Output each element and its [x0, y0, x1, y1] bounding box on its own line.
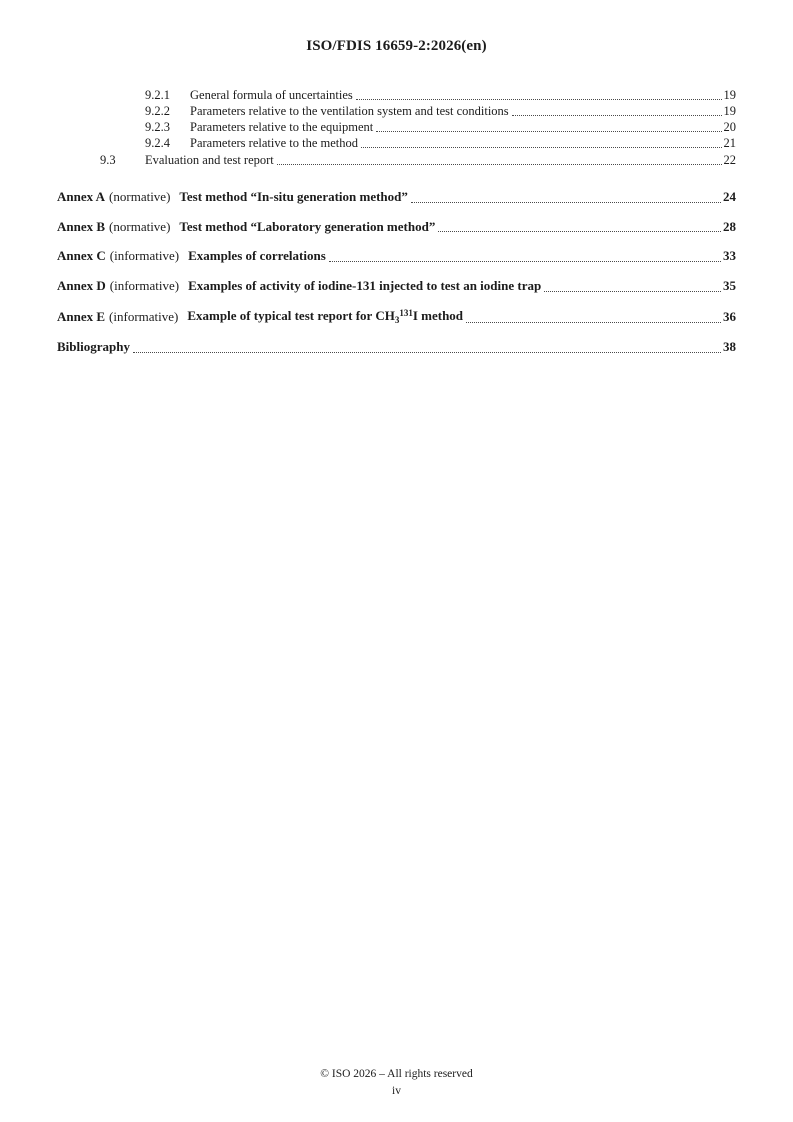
toc-entry-label: General formula of uncertainties	[190, 88, 353, 102]
toc-entry-number: 9.2.1	[145, 88, 170, 102]
dot-leader	[376, 131, 721, 132]
toc-entry-label: Test method “Laboratory generation method”	[179, 218, 436, 234]
toc-entry-number: 9.3	[100, 153, 116, 167]
chemical-subscript: 3	[394, 314, 400, 325]
dot-leader	[466, 322, 721, 323]
toc-entry-number: 9.2.3	[145, 120, 170, 134]
dot-leader	[411, 202, 721, 203]
annex-prefix: Annex C	[57, 248, 106, 264]
annex-prefix: Annex E	[57, 309, 106, 325]
dot-leader	[329, 261, 721, 262]
dot-leader	[544, 291, 721, 292]
toc-entry-page: 19	[723, 104, 736, 118]
toc-entry-label: Parameters relative to the equipment	[190, 120, 374, 134]
dot-leader	[133, 352, 721, 353]
toc-entry-page: 36	[723, 309, 736, 325]
toc-entry-9-2-4[interactable]	[57, 135, 736, 151]
annex-kind: (informative)	[109, 309, 179, 325]
annex-title-text: I method	[412, 307, 464, 323]
toc-entry-page: 22	[723, 153, 736, 167]
toc-entry-label: Parameters relative to the ventilation system and test conditions	[190, 104, 509, 118]
toc-entry-number: 9.2.4	[145, 136, 170, 150]
toc-entry-page: 19	[723, 88, 736, 102]
dot-leader	[277, 164, 722, 165]
toc-entry-9-2-3[interactable]	[57, 119, 736, 135]
toc-entry-page: 33	[723, 248, 736, 264]
copyright-notice: © ISO 2026 – All rights reserved	[320, 1067, 473, 1080]
toc-entry-page: 21	[723, 136, 736, 150]
toc-entry-page: 24	[723, 189, 736, 204]
annex-prefix: Annex B	[57, 218, 106, 234]
toc-entry-label: Examples of activity of iodine-131 injected to test an iodine trap	[188, 277, 542, 293]
dot-leader	[356, 99, 722, 100]
toc-entry-annex-c[interactable]	[57, 248, 736, 265]
toc-entry-page: 38	[723, 339, 736, 355]
annex-prefix: Annex D	[57, 277, 106, 293]
document-header	[57, 38, 736, 55]
toc-entry-label: Examples of correlations	[188, 248, 326, 264]
document-footer	[0, 1066, 793, 1101]
annex-kind: (normative)	[109, 218, 171, 234]
toc-entry-label: Parameters relative to the method	[190, 136, 358, 150]
toc-entry-annex-a[interactable]	[57, 189, 736, 206]
toc-entry-label: Evaluation and test report	[145, 153, 274, 167]
toc-entry-annex-d[interactable]	[57, 278, 736, 295]
toc-entry-number: 9.2.2	[145, 104, 170, 118]
annex-kind: (informative)	[109, 277, 180, 293]
annex-kind: (informative)	[109, 248, 180, 264]
toc-entry-9-3[interactable]	[57, 152, 736, 168]
toc-entry-page: 35	[723, 277, 736, 293]
toc-entry-annex-b[interactable]	[57, 219, 736, 236]
dot-leader	[512, 115, 722, 116]
toc-entry-label: Bibliography	[57, 339, 130, 355]
toc-entry-annex-e[interactable]	[57, 308, 736, 327]
toc-entry-page: 28	[723, 218, 736, 234]
annex-prefix: Annex A	[57, 189, 106, 204]
page-number: iv	[392, 1084, 401, 1097]
toc-entry-bibliography[interactable]	[57, 339, 736, 356]
toc-entry-9-2-2[interactable]	[57, 103, 736, 119]
annex-title-text: Example of typical test report for CH	[187, 307, 395, 323]
toc-entry-label	[187, 308, 463, 327]
dot-leader	[361, 147, 722, 148]
toc-entry-page: 20	[723, 120, 736, 134]
table-of-contents	[57, 87, 736, 356]
toc-entry-9-2-1[interactable]	[57, 87, 736, 103]
annex-kind: (normative)	[109, 189, 171, 204]
document-title: ISO/FDIS 16659-2:2026(en)	[306, 38, 487, 54]
isotope-superscript: 131	[399, 307, 413, 318]
dot-leader	[438, 231, 721, 232]
toc-entry-label: Test method “In-situ generation method”	[179, 189, 408, 204]
